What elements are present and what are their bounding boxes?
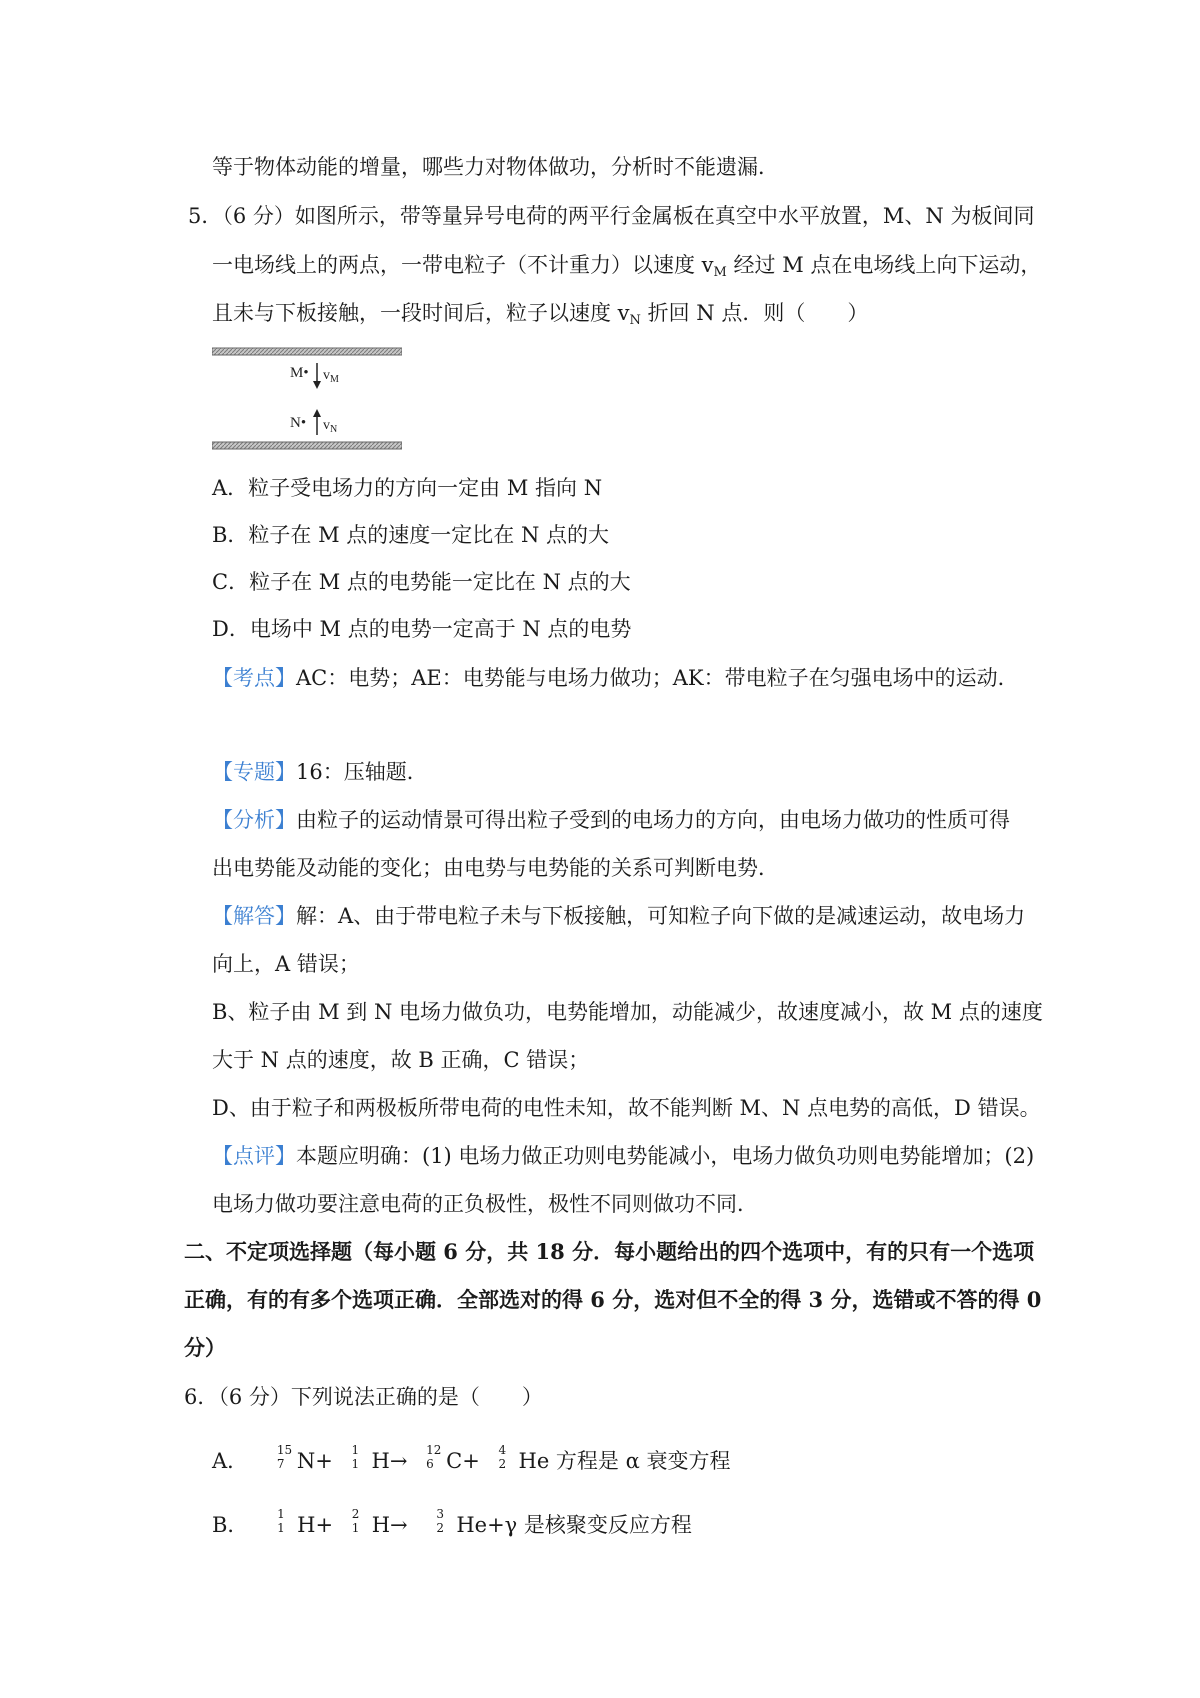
dianping-line1: 【点评】本题应明确：(1) 电场力做正功则电势能减小，电场力做负功则电势能增加；(2) — [212, 1144, 1035, 1168]
section2-heading-line1: 二、不定项选择题（每小题 6 分，共 18 分．每小题给出的四个选项中，有的只有一个选项 — [184, 1239, 1035, 1264]
q5-stem-line3: 且未与下板接触，一段时间后，粒子以速度 $v_N$ 折回 N 点．则（ ） — [212, 301, 869, 328]
dianping-tag: 【点评】 — [212, 1144, 296, 1168]
jieda-line1: 【解答】解：A、由于带电粒子未与下板接触，可知粒子向下做的是减速运动，故电场力 — [212, 904, 1026, 928]
svg-text:vN: $v_N$ — [323, 418, 338, 435]
jieda-line3: B、粒子由 M 到 N 电场力做负功，电势能增加，动能减少，故速度减小，故 M 点的速度 — [212, 1000, 1043, 1024]
jieda-line2: 向上，A 错误； — [212, 952, 360, 976]
fenxi-line1: 【分析】由粒子的运动情景可得出粒子受到的电场力的方向，由电场力做功的性质可得 — [212, 808, 1010, 832]
capacitor-plates-figure — [212, 345, 402, 455]
zhuanti-tag: 【专题】 — [212, 760, 296, 784]
q6-option-b: B． 1 1 H+ 2 1 H→ 3 2 He+γ 是核聚变反应方程 — [212, 1507, 692, 1537]
point-n-label: N• — [290, 415, 307, 431]
jieda-tag: 【解答】 — [212, 904, 296, 928]
q5-option-b: B．粒子在 M 点的速度一定比在 N 点的大 — [212, 523, 610, 547]
kaodian-line: 【考点】AC：电势；AE：电势能与电场力做功；AK：带电粒子在匀强电场中的运动． — [212, 666, 1019, 690]
point-m-label: M• — [290, 365, 309, 381]
dianping-line2: 电场力做功要注意电荷的正负极性，极性不同则做功不同． — [212, 1192, 758, 1216]
fenxi-tag: 【分析】 — [212, 808, 296, 832]
lower-plate — [212, 442, 402, 449]
svg-text:vM: $v_M$ — [323, 368, 339, 385]
upper-plate — [212, 348, 402, 355]
jieda-line4: 大于 N 点的速度，故 B 正确，C 错误； — [212, 1048, 590, 1072]
section2-heading-line3: 分） — [184, 1335, 226, 1360]
q6-option-a: A． 15 7 N+ 1 1 H→ 12 6 C+ 4 2 He 方程是 α 衰变方程 — [212, 1443, 731, 1473]
section2-heading-line2: 正确，有的有多个选项正确．全部选对的得 6 分，选对但不全的得 3 分，选错或不答的得 0 — [184, 1287, 1042, 1312]
kaodian-tag: 【考点】 — [212, 666, 296, 690]
q6-stem: 6．（6 分）下列说法正确的是（ ） — [184, 1385, 543, 1409]
intro-line: 等于物体动能的增量，哪些力对物体做功，分析时不能遗漏． — [212, 155, 779, 179]
q5-stem-line2: 一电场线上的两点，一带电粒子（不计重力）以速度 $v_M$ 经过 M 点在电场线上向下运动， — [212, 253, 1042, 280]
q5-option-a: A．粒子受电场力的方向一定由 M 指向 N — [212, 476, 603, 500]
q5-stem-line1: 5．（6 分）如图所示，带等量异号电荷的两平行金属板在真空中水平放置，M、N 为板间同 — [188, 204, 1035, 228]
q5-option-d: D．电场中 M 点的电势一定高于 N 点的电势 — [212, 617, 632, 641]
fenxi-line2: 出电势能及动能的变化；由电势与电势能的关系可判断电势． — [212, 856, 779, 880]
zhuanti-line: 【专题】16：压轴题． — [212, 760, 428, 784]
q5-option-c: C．粒子在 M 点的电势能一定比在 N 点的大 — [212, 570, 631, 594]
jieda-line5: D、由于粒子和两极板所带电荷的电性未知，故不能判断 M、N 点电势的高低，D 错误。 — [212, 1096, 1041, 1120]
